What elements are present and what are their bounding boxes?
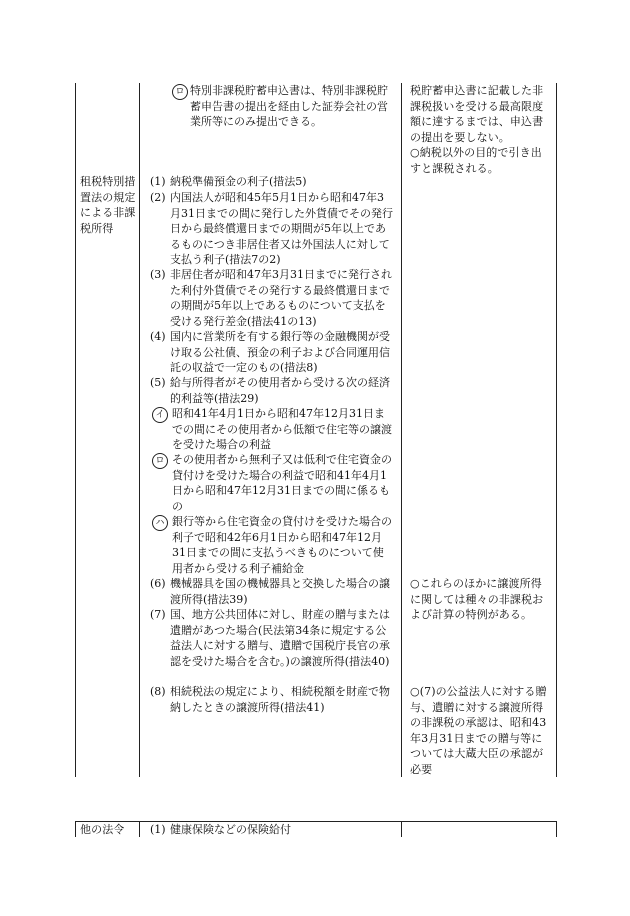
table-right-border — [556, 83, 557, 777]
column-divider-2 — [401, 83, 402, 777]
item-number: (1) — [150, 823, 166, 836]
table-left-border — [75, 83, 76, 777]
sub-item-text: 昭和41年4月1日から昭和47年12月31日までの間にその使用者から低額で住宅等の譲渡を受けた場合の利益 — [172, 407, 392, 451]
item-number: (2) — [150, 191, 166, 204]
item-text: 納税準備預金の利子(措法5) — [170, 175, 307, 188]
item-text: 相続税法の規定により、相続税額を財産で物納したときの譲渡所得(措法41) — [170, 685, 390, 714]
item-number: (7) — [150, 608, 166, 621]
top-item-text: 特別非課税貯蓄申込書は、特別非課税貯蓄申告書の提出を経由した証券会社の営業所等にのみ提出できる。 — [190, 84, 388, 128]
sub-item-mark: ハ — [152, 514, 167, 529]
item-text: 国内に営業所を有する銀行等の金融機関が受け取る公社債、預金の利子および合同運用信託の収益で一定のもの(措法8) — [170, 330, 390, 374]
item-text: 非居住者が昭和47年3月31日までに発行された利付外貨債でその発行する最終償還日までの期間が5年以上であるものについて支払を受ける発行差金(措法41の13) — [170, 268, 392, 328]
item-number: (6) — [150, 577, 166, 590]
top-note-text2: ○納税以外の目的で引き出すと課税される。 — [410, 146, 542, 175]
section2-heading: 他の法令 — [80, 823, 125, 836]
note-1: ○これらのほかに譲渡所得に関しては種々の非課税および計算の特例がある。 — [410, 577, 544, 621]
section2-divider-1 — [139, 821, 140, 837]
sub-item-mark: イ — [152, 406, 167, 421]
sub-item-text: その使用者から無利子又は低利で住宅資金の貸付けを受けた場合の利益で昭和41年4月1日から昭和47年12月31日までの間に係るもの — [172, 453, 392, 513]
sub-item-text: 銀行等から住宅資金の貸付けを受けた場合の利子で昭和42年6月1日から昭和47年12月31日までの間に支払うべきものについて使用者から受ける利子補給金 — [172, 515, 392, 575]
note-2: ○(7)の公益法人に対する贈与、遺贈に対する譲渡所得の非課税の承認は、昭和43年3月31日までの贈与等については大蔵大臣の承認が必要 — [410, 685, 547, 776]
top-item-mark: ロ — [172, 83, 187, 98]
item-text: 内国法人が昭和45年5月1日から昭和47年3月31日までの間に発行した外貨債でその発行日から最終償還日までの期間が5年以上であるものにつき非居住者又は外国法人に対して支払う利子(措法7の2) — [170, 191, 393, 266]
item-number: (8) — [150, 685, 166, 698]
section2-left-border — [75, 821, 76, 837]
column-divider-1 — [139, 83, 140, 777]
item-text: 健康保険などの保険給付 — [170, 823, 291, 836]
item-number: (1) — [150, 175, 166, 188]
item-number: (5) — [150, 376, 166, 389]
item-number: (4) — [150, 330, 166, 343]
item-text: 国、地方公共団体に対し、財産の贈与または遺贈があつた場合(民法第34条に規定する公益法人に対する贈与、遺贈で国税庁長官の承認を受けた場合を含む。)の譲渡所得(措法40) — [170, 608, 390, 668]
item-text: 機械器具を国の機械器具と交換した場合の譲渡所得(措法39) — [170, 577, 390, 606]
item-number: (3) — [150, 268, 166, 281]
sub-item-mark: ロ — [152, 452, 167, 467]
top-note-text1: 税貯蓄申込書に記載した非課税扱いを受ける最高限度額に達するまでは、申込書の提出を要しない。 — [410, 84, 544, 144]
section2-divider-2 — [401, 821, 402, 837]
section2-right-border — [556, 821, 557, 837]
item-text: 給与所得者がその使用者から受ける次の経済的利益等(措法29) — [170, 376, 390, 405]
section1-heading: 租税特別措置法の規定による非課税所得 — [80, 175, 136, 235]
